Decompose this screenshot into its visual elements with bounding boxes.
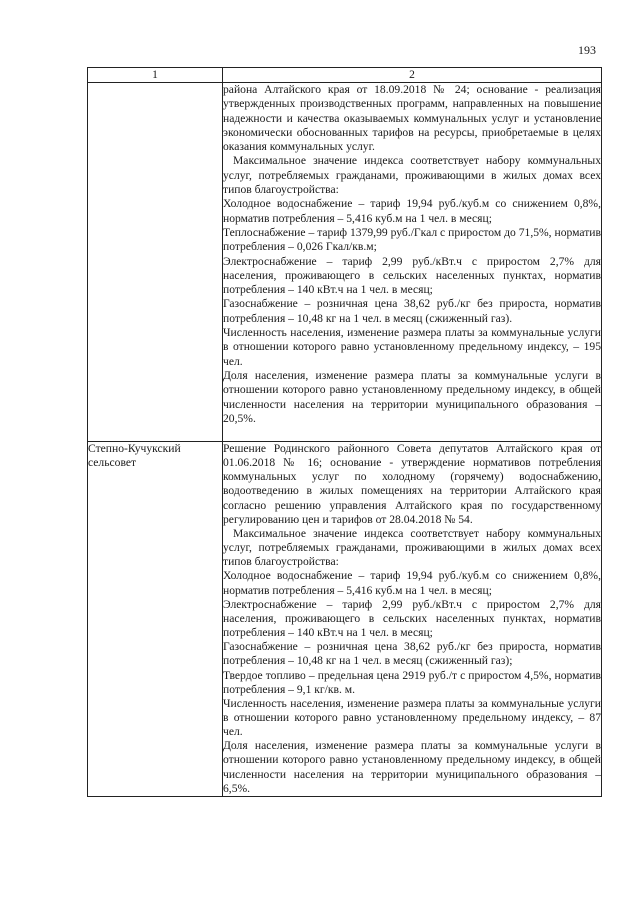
paragraph: Максимальное значение индекса соответствует набору коммунальных услуг, потребляемых гражданами, проживающими в жилых домах всех типов благоустройства: xyxy=(223,154,601,197)
paragraph: Численность населения, изменение размера платы за коммунальные услуги в отношении которого равно установленному предельному индексу, – 87 чел. xyxy=(223,696,601,739)
paragraph: района Алтайского края от 18.09.2018 № 24; основание - реализация утвержденных производственных программ, направленных на повышение надежности и качества оказываемых коммунальных услуг и установление экономически обоснованных тарифов на ресурсы, приобретаемые в целях оказания коммунальных услуг. xyxy=(223,83,601,154)
page-number: 193 xyxy=(578,43,596,57)
paragraph: Численность населения, изменение размера платы за коммунальные услуги в отношении которого равно установленному предельному индексу, – 195 чел. xyxy=(223,326,601,368)
paragraph: Доля населения, изменение размера платы за коммунальные услуги в отношении которого равно установленному предельному индексу, в общей численности населения на территории муниципального образования – 20,5%. xyxy=(223,368,601,425)
table-header-row xyxy=(88,68,602,83)
paragraph: Газоснабжение – розничная цена 38,62 руб./кг без прироста, норматив потребления – 10,48 кг на 1 чел. в месяц (сжиженный газ). xyxy=(223,297,601,325)
paragraph: Электроснабжение – тариф 2,99 руб./кВт.ч с приростом 2,7% для населения, проживающего в сельских населенных пунктах, норматив потребления – 140 кВт.ч на 1 чел. в месяц; xyxy=(223,597,601,640)
paragraph: Холодное водоснабжение – тариф 19,94 руб./куб.м со снижением 0,8%, норматив потребления – 5,416 куб.м на 1 чел. в месяц; xyxy=(223,569,601,597)
paragraph: Твердое топливо – предельная цена 2919 руб./т с приростом 4,5%, норматив потребления – 9,1 кг/кв. м. xyxy=(223,668,601,696)
municipality-name-cell: Степно-Кучукский сельсовет xyxy=(88,442,223,797)
description-cell xyxy=(223,83,602,442)
paragraph: Теплоснабжение – тариф 1379,99 руб./Гкал с приростом до 71,5%, норматив потребления – 0,026 Гкал/кв.м; xyxy=(223,225,601,254)
column-header-1: 1 xyxy=(88,68,223,83)
paragraph: Электроснабжение – тариф 2,99 руб./кВт.ч с приростом 2,7% для населения, проживающего в сельских населенных пунктах, норматив потребления – 140 кВт.ч на 1 чел. в месяц; xyxy=(223,254,601,297)
paragraph: Максимальное значение индекса соответствует набору коммунальных услуг, потребляемых гражданами, проживающими в жилых домах всех типов благоустройства: xyxy=(223,526,601,569)
paragraph: Холодное водоснабжение – тариф 19,94 руб./куб.м со снижением 0,8%, норматив потребления – 5,416 куб.м на 1 чел. в месяц; xyxy=(223,197,601,225)
municipality-name-cell xyxy=(88,83,223,442)
document-table xyxy=(87,67,602,797)
table-row xyxy=(88,83,602,442)
description-cell xyxy=(223,442,602,797)
paragraph: Доля населения, изменение размера платы за коммунальные услуги в отношении которого равно установленному предельному индексу, в общей численности населения на территории муниципального образования – 6,5%. xyxy=(223,739,601,795)
table-row xyxy=(88,442,602,797)
paragraph: Газоснабжение – розничная цена 38,62 руб./кг без прироста, норматив потребления – 10,48 кг на 1 чел. в месяц (сжиженный газ); xyxy=(223,640,601,668)
column-header-2: 2 xyxy=(223,68,602,83)
paragraph: Решение Родинского районного Совета депутатов Алтайского края от 01.06.2018 № 16; основание - утверждение нормативов потребления коммунальных услуг по холодному (горячему) водоснабжению, водоотведению в жилых помещениях на территории Алтайского края согласно решению управления Алтайского края по государственному регулированию цен и тарифов от 28.04.2018 № 54. xyxy=(223,442,601,526)
